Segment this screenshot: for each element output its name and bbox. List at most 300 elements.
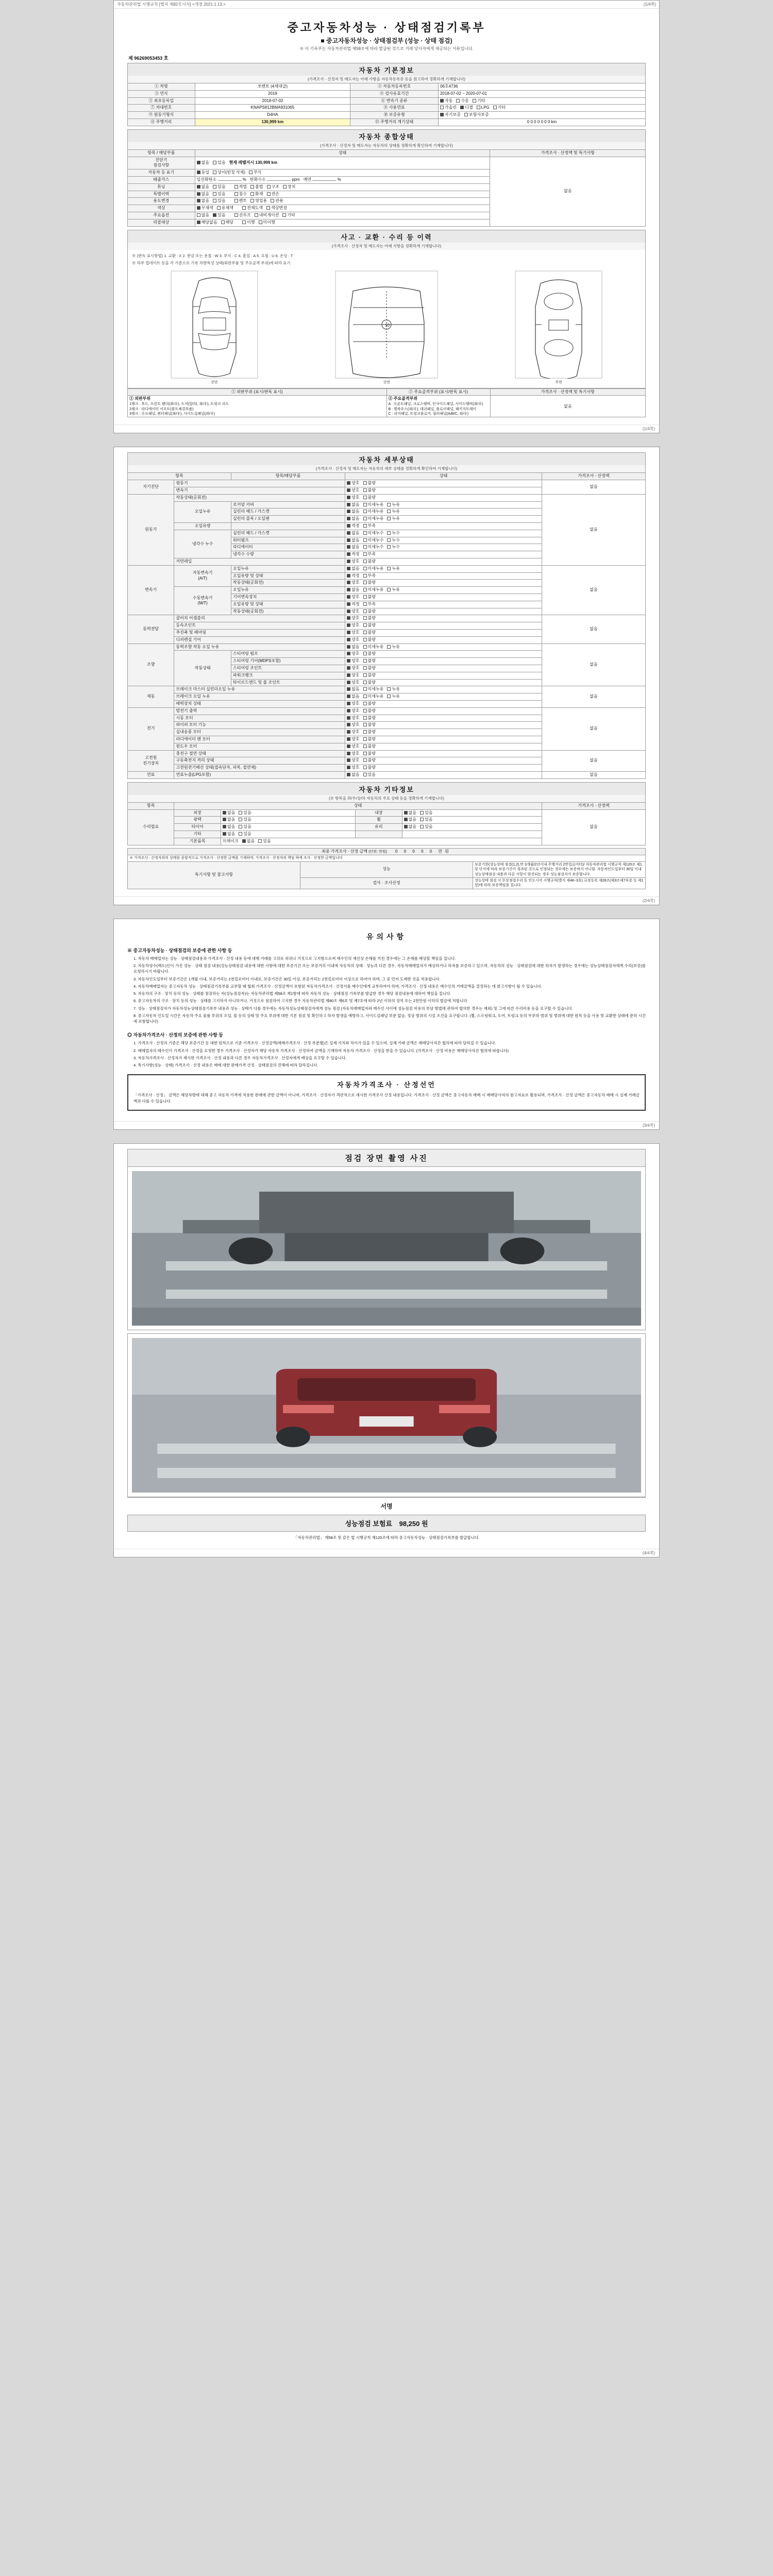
checkbox-unchecked[interactable]: [363, 766, 367, 769]
etc-r-0-option[interactable]: 없음: [404, 810, 416, 816]
checkbox-checked[interactable]: [347, 574, 350, 578]
overall-suboption[interactable]: 선루프: [234, 213, 251, 218]
checkbox-unchecked[interactable]: [363, 602, 367, 606]
detail-1-1-option[interactable]: 누유: [387, 502, 399, 508]
detail-1-4-option[interactable]: 부족: [363, 523, 376, 529]
checkbox-unchecked[interactable]: [493, 106, 497, 109]
checkbox-unchecked[interactable]: [217, 206, 221, 210]
checkbox-unchecked[interactable]: [234, 213, 238, 217]
checkbox-unchecked[interactable]: [363, 538, 367, 542]
detail-7-1-option[interactable]: 불량: [363, 758, 376, 764]
detail-3-3-option[interactable]: 양호: [347, 637, 359, 643]
etc-l-0-option[interactable]: 없음: [223, 810, 235, 816]
checkbox-unchecked[interactable]: [363, 652, 367, 655]
overall-8-option[interactable]: 해당: [221, 220, 233, 226]
checkbox-unchecked[interactable]: [363, 488, 367, 492]
checkbox-checked[interactable]: [197, 161, 200, 164]
detail-5-0-option[interactable]: 없음: [347, 687, 359, 692]
checkbox-checked[interactable]: [347, 737, 350, 741]
checkbox-unchecked[interactable]: [420, 818, 424, 821]
checkbox-checked[interactable]: [347, 687, 350, 691]
detail-4-3-option[interactable]: 불량: [363, 666, 376, 671]
checkbox-unchecked[interactable]: [363, 702, 367, 705]
overall-5-option[interactable]: 있음: [213, 198, 225, 204]
etc-r-1-option[interactable]: 없음: [404, 817, 416, 823]
overall-suboption[interactable]: 기타: [282, 213, 295, 218]
checkbox-checked[interactable]: [347, 752, 350, 755]
checkbox-checked[interactable]: [223, 832, 226, 836]
checkbox-checked[interactable]: [347, 773, 350, 776]
detail-2-3-option[interactable]: 없음: [347, 587, 359, 593]
detail-4-3-option[interactable]: 양호: [347, 666, 359, 671]
checkbox-unchecked[interactable]: [387, 531, 391, 535]
checkbox-unchecked[interactable]: [234, 199, 238, 202]
checkbox-unchecked[interactable]: [363, 581, 367, 584]
checkbox-unchecked[interactable]: [363, 752, 367, 755]
etc-l-2-option[interactable]: 있음: [239, 824, 251, 830]
checkbox-checked[interactable]: [347, 730, 350, 734]
detail-3-3-option[interactable]: 불량: [363, 637, 376, 643]
detail-2-6-option[interactable]: 양호: [347, 609, 359, 615]
checkbox-unchecked[interactable]: [271, 199, 274, 202]
detail-7-1-option[interactable]: 양호: [347, 758, 359, 764]
detail-4-1-option[interactable]: 불량: [363, 651, 376, 657]
overall-suboption[interactable]: 불법: [250, 184, 263, 190]
overall-6-option[interactable]: 유채색: [217, 206, 233, 211]
checkbox-unchecked[interactable]: [420, 825, 424, 828]
basic-3-option[interactable]: 가솔린: [440, 105, 457, 111]
detail-1-2-option[interactable]: 누유: [387, 509, 399, 515]
checkbox-checked[interactable]: [347, 524, 350, 528]
detail-6-2-option[interactable]: 양호: [347, 722, 359, 728]
checkbox-checked[interactable]: [347, 595, 350, 599]
overall-suboption[interactable]: 화재: [250, 192, 263, 197]
checkbox-unchecked[interactable]: [255, 213, 258, 217]
overall-suboption[interactable]: 영업용: [250, 198, 267, 204]
checkbox-checked[interactable]: [347, 609, 350, 613]
checkbox-checked[interactable]: [347, 623, 350, 627]
detail-2-0-option[interactable]: 없음: [347, 566, 359, 572]
checkbox-unchecked[interactable]: [213, 171, 216, 174]
checkbox-unchecked[interactable]: [363, 524, 367, 528]
detail-3-2-option[interactable]: 불량: [363, 630, 376, 636]
detail-5-1-option[interactable]: 미세누유: [363, 694, 384, 700]
detail-3-2-option[interactable]: 양호: [347, 630, 359, 636]
detail-7-2-option[interactable]: 양호: [347, 765, 359, 771]
overall-suboption[interactable]: 렌트: [234, 198, 247, 204]
checkbox-unchecked[interactable]: [363, 666, 367, 670]
checkbox-checked[interactable]: [197, 185, 200, 189]
checkbox-unchecked[interactable]: [363, 545, 367, 549]
detail-4-2-option[interactable]: 불량: [363, 658, 376, 664]
detail-4-0-option[interactable]: 미세누유: [363, 645, 384, 650]
overall-suboption[interactable]: 미이행: [259, 220, 275, 226]
checkbox-checked[interactable]: [347, 552, 350, 556]
emission-value[interactable]: [267, 180, 291, 181]
detail-1-7-option[interactable]: 미세누수: [363, 545, 384, 550]
detail-1-1-option[interactable]: 미세누유: [363, 502, 384, 508]
checkbox-unchecked[interactable]: [234, 192, 238, 196]
detail-5-1-option[interactable]: 누유: [387, 694, 399, 700]
checkbox-checked[interactable]: [347, 545, 350, 549]
checkbox-checked[interactable]: [347, 673, 350, 677]
checkbox-checked[interactable]: [347, 716, 350, 720]
detail-1-5-option[interactable]: 미세누수: [363, 531, 384, 536]
overall-1-option[interactable]: 상이(펀칭 삭제): [213, 170, 245, 176]
detail-4-4-option[interactable]: 양호: [347, 673, 359, 679]
checkbox-unchecked[interactable]: [258, 839, 262, 843]
checkbox-checked[interactable]: [347, 602, 350, 606]
etc-l-2-option[interactable]: 없음: [223, 824, 235, 830]
checkbox-unchecked[interactable]: [213, 185, 216, 189]
checkbox-unchecked[interactable]: [363, 510, 367, 513]
overall-suboption[interactable]: 색상변경: [266, 206, 287, 211]
overall-6-option[interactable]: 무채색: [197, 206, 213, 211]
etc-basic-option[interactable]: 없음: [242, 839, 255, 844]
checkbox-unchecked[interactable]: [387, 687, 391, 691]
checkbox-unchecked[interactable]: [363, 481, 367, 485]
checkbox-unchecked[interactable]: [213, 161, 216, 164]
checkbox-unchecked[interactable]: [363, 773, 367, 776]
checkbox-unchecked[interactable]: [473, 99, 476, 103]
detail-6-3-option[interactable]: 양호: [347, 730, 359, 735]
overall-suboption[interactable]: 침수: [234, 192, 247, 197]
checkbox-checked[interactable]: [197, 221, 200, 224]
detail-6-4-option[interactable]: 불량: [363, 737, 376, 742]
detail-6-1-option[interactable]: 불량: [363, 716, 376, 721]
detail-4-0-option[interactable]: 누유: [387, 645, 399, 650]
etc-r-1-option[interactable]: 있음: [420, 817, 432, 823]
detail-4-0-option[interactable]: 없음: [347, 645, 359, 650]
checkbox-checked[interactable]: [347, 567, 350, 570]
checkbox-unchecked[interactable]: [363, 503, 367, 506]
detail-3-0-option[interactable]: 불량: [363, 616, 376, 621]
checkbox-unchecked[interactable]: [266, 206, 270, 210]
checkbox-checked[interactable]: [404, 811, 408, 815]
checkbox-unchecked[interactable]: [363, 709, 367, 713]
checkbox-unchecked[interactable]: [282, 213, 286, 217]
checkbox-unchecked[interactable]: [283, 185, 287, 189]
detail-1-2-option[interactable]: 미세누유: [363, 509, 384, 515]
detail-1-0-option[interactable]: 불량: [363, 495, 376, 501]
overall-suboption[interactable]: 내비게이션: [255, 213, 279, 218]
overall-suboption[interactable]: 구조: [267, 184, 279, 190]
checkbox-unchecked[interactable]: [363, 560, 367, 563]
detail-7-0-option[interactable]: 양호: [347, 751, 359, 757]
overall-suboption[interactable]: 장치: [283, 184, 295, 190]
checkbox-checked[interactable]: [440, 113, 444, 116]
detail-6-0-option[interactable]: 불량: [363, 708, 376, 714]
etc-basic-option[interactable]: 있음: [258, 839, 271, 844]
overall-suboption[interactable]: 전체도색: [242, 206, 263, 211]
basic-4-option[interactable]: 자기보증: [440, 112, 461, 118]
checkbox-unchecked[interactable]: [250, 185, 254, 189]
checkbox-unchecked[interactable]: [234, 185, 238, 189]
overall-suboption[interactable]: 적법: [234, 184, 247, 190]
detail-1-0-option[interactable]: 양호: [347, 495, 359, 501]
checkbox-unchecked[interactable]: [363, 638, 367, 641]
detail-1-5-option[interactable]: 없음: [347, 531, 359, 536]
checkbox-checked[interactable]: [347, 694, 350, 698]
checkbox-checked[interactable]: [347, 503, 350, 506]
checkbox-checked[interactable]: [197, 192, 200, 196]
checkbox-unchecked[interactable]: [387, 538, 391, 542]
emission-value[interactable]: [312, 180, 336, 181]
checkbox-unchecked[interactable]: [477, 106, 480, 109]
etc-l-1-option[interactable]: 있음: [239, 817, 251, 823]
checkbox-checked[interactable]: [197, 206, 200, 210]
checkbox-unchecked[interactable]: [387, 517, 391, 520]
overall-8-option[interactable]: 해당없음: [197, 220, 217, 226]
detail-4-5-option[interactable]: 양호: [347, 680, 359, 686]
checkbox-checked[interactable]: [347, 766, 350, 769]
checkbox-checked[interactable]: [223, 825, 226, 828]
detail-1-5-option[interactable]: 누수: [387, 531, 399, 536]
overall-suboption[interactable]: 관용: [271, 198, 283, 204]
checkbox-checked[interactable]: [404, 818, 408, 821]
detail-4-2-option[interactable]: 양호: [347, 658, 359, 664]
checkbox-checked[interactable]: [347, 517, 350, 520]
overall-4-option[interactable]: 있음: [213, 192, 225, 197]
checkbox-checked[interactable]: [347, 510, 350, 513]
checkbox-checked[interactable]: [440, 99, 444, 103]
basic-2-option[interactable]: 기타: [473, 98, 485, 104]
emission-value[interactable]: [218, 180, 242, 181]
checkbox-unchecked[interactable]: [387, 503, 391, 506]
checkbox-unchecked[interactable]: [387, 545, 391, 549]
detail-4-4-option[interactable]: 불량: [363, 673, 376, 679]
detail-4-5-option[interactable]: 불량: [363, 680, 376, 686]
checkbox-checked[interactable]: [347, 638, 350, 641]
checkbox-checked[interactable]: [347, 723, 350, 726]
detail-3-1-option[interactable]: 불량: [363, 623, 376, 629]
checkbox-checked[interactable]: [347, 758, 350, 762]
detail-6-4-option[interactable]: 양호: [347, 737, 359, 742]
detail-1-8-option[interactable]: 부족: [363, 552, 376, 557]
basic-3-option[interactable]: LPG: [477, 105, 490, 111]
checkbox-checked[interactable]: [347, 496, 350, 499]
detail-6-0-option[interactable]: 양호: [347, 708, 359, 714]
checkbox-unchecked[interactable]: [197, 213, 200, 217]
detail-2-2-option[interactable]: 양호: [347, 580, 359, 586]
overall-suboption[interactable]: 전손: [267, 192, 279, 197]
checkbox-unchecked[interactable]: [363, 595, 367, 599]
checkbox-checked[interactable]: [347, 560, 350, 563]
checkbox-unchecked[interactable]: [239, 811, 242, 815]
detail-1-3-option[interactable]: 누유: [387, 516, 399, 522]
checkbox-unchecked[interactable]: [363, 737, 367, 741]
checkbox-checked[interactable]: [347, 659, 350, 663]
checkbox-unchecked[interactable]: [363, 574, 367, 578]
checkbox-unchecked[interactable]: [363, 616, 367, 620]
checkbox-unchecked[interactable]: [363, 645, 367, 649]
checkbox-checked[interactable]: [347, 681, 350, 684]
checkbox-checked[interactable]: [197, 199, 200, 202]
detail-5-0-option[interactable]: 누유: [387, 687, 399, 692]
detail-0-0-option[interactable]: 불량: [363, 481, 376, 486]
detail-1-9-option[interactable]: 불량: [363, 559, 376, 565]
checkbox-unchecked[interactable]: [363, 588, 367, 591]
checkbox-unchecked[interactable]: [363, 716, 367, 720]
checkbox-unchecked[interactable]: [267, 192, 271, 196]
detail-5-2-option[interactable]: 불량: [363, 701, 376, 707]
checkbox-unchecked[interactable]: [464, 113, 468, 116]
checkbox-unchecked[interactable]: [363, 744, 367, 748]
checkbox-unchecked[interactable]: [420, 811, 424, 815]
checkbox-checked[interactable]: [347, 631, 350, 634]
checkbox-unchecked[interactable]: [363, 758, 367, 762]
overall-suboption[interactable]: 이행: [242, 220, 255, 226]
overall-7-option[interactable]: 없음: [197, 213, 209, 218]
detail-1-6-option[interactable]: 누수: [387, 538, 399, 544]
checkbox-unchecked[interactable]: [249, 171, 253, 174]
detail-6-2-option[interactable]: 불량: [363, 722, 376, 728]
checkbox-unchecked[interactable]: [363, 694, 367, 698]
basic-4-option[interactable]: 보험사보증: [464, 112, 489, 118]
checkbox-unchecked[interactable]: [250, 199, 254, 202]
basic-3-option[interactable]: 기타: [493, 105, 506, 111]
checkbox-checked[interactable]: [347, 666, 350, 670]
detail-5-0-option[interactable]: 미세누유: [363, 687, 384, 692]
checkbox-unchecked[interactable]: [363, 687, 367, 691]
detail-1-6-option[interactable]: 미세누수: [363, 538, 384, 544]
overall-1-option[interactable]: 동일: [197, 170, 209, 176]
checkbox-unchecked[interactable]: [387, 588, 391, 591]
checkbox-checked[interactable]: [223, 811, 226, 815]
detail-1-7-option[interactable]: 누수: [387, 545, 399, 550]
checkbox-unchecked[interactable]: [250, 192, 254, 196]
detail-2-0-option[interactable]: 누유: [387, 566, 399, 572]
etc-l-3-option[interactable]: 없음: [223, 832, 235, 837]
detail-2-4-option[interactable]: 양호: [347, 595, 359, 600]
checkbox-unchecked[interactable]: [363, 681, 367, 684]
detail-7-2-option[interactable]: 불량: [363, 765, 376, 771]
detail-1-2-option[interactable]: 없음: [347, 509, 359, 515]
detail-5-1-option[interactable]: 없음: [347, 694, 359, 700]
checkbox-checked[interactable]: [347, 645, 350, 649]
checkbox-unchecked[interactable]: [363, 517, 367, 520]
checkbox-checked[interactable]: [347, 616, 350, 620]
checkbox-unchecked[interactable]: [213, 192, 216, 196]
detail-1-9-option[interactable]: 양호: [347, 559, 359, 565]
overall-3-option[interactable]: 있음: [213, 184, 225, 190]
detail-1-7-option[interactable]: 없음: [347, 545, 359, 550]
overall-4-option[interactable]: 없음: [197, 192, 209, 197]
overall-3-option[interactable]: 없음: [197, 184, 209, 190]
etc-r-0-option[interactable]: 있음: [420, 810, 432, 816]
checkbox-unchecked[interactable]: [440, 106, 444, 109]
detail-4-1-option[interactable]: 양호: [347, 651, 359, 657]
checkbox-unchecked[interactable]: [239, 832, 242, 836]
checkbox-unchecked[interactable]: [259, 221, 262, 224]
detail-1-1-option[interactable]: 없음: [347, 502, 359, 508]
overall-7-option[interactable]: 있음: [213, 213, 225, 218]
detail-2-2-option[interactable]: 불량: [363, 580, 376, 586]
checkbox-unchecked[interactable]: [239, 818, 242, 821]
detail-1-6-option[interactable]: 없음: [347, 538, 359, 544]
detail-3-1-option[interactable]: 양호: [347, 623, 359, 629]
checkbox-unchecked[interactable]: [387, 645, 391, 649]
checkbox-checked[interactable]: [404, 825, 408, 828]
detail-7-0-option[interactable]: 불량: [363, 751, 376, 757]
checkbox-checked[interactable]: [347, 481, 350, 485]
checkbox-unchecked[interactable]: [363, 730, 367, 734]
detail-2-6-option[interactable]: 불량: [363, 609, 376, 615]
detail-1-3-option[interactable]: 미세누유: [363, 516, 384, 522]
detail-6-1-option[interactable]: 양호: [347, 716, 359, 721]
detail-2-5-option[interactable]: 적정: [347, 602, 359, 607]
detail-2-5-option[interactable]: 부족: [363, 602, 376, 607]
basic-3-option[interactable]: 디젤: [460, 105, 473, 111]
detail-6-5-option[interactable]: 양호: [347, 744, 359, 750]
checkbox-unchecked[interactable]: [456, 99, 460, 103]
checkbox-unchecked[interactable]: [387, 567, 391, 570]
checkbox-unchecked[interactable]: [242, 206, 246, 210]
checkbox-unchecked[interactable]: [363, 531, 367, 535]
detail-0-0-option[interactable]: 양호: [347, 481, 359, 486]
detail-8-0-option[interactable]: 있음: [363, 772, 376, 778]
detail-5-2-option[interactable]: 양호: [347, 701, 359, 707]
etc-l-1-option[interactable]: 없음: [223, 817, 235, 823]
basic-2-option[interactable]: 자동: [440, 98, 452, 104]
overall-0-option[interactable]: 없음: [197, 160, 209, 166]
checkbox-unchecked[interactable]: [363, 567, 367, 570]
checkbox-checked[interactable]: [347, 709, 350, 713]
checkbox-unchecked[interactable]: [239, 825, 242, 828]
detail-2-0-option[interactable]: 미세누유: [363, 566, 384, 572]
etc-l-3-option[interactable]: 있음: [239, 832, 251, 837]
detail-6-3-option[interactable]: 불량: [363, 730, 376, 735]
checkbox-checked[interactable]: [347, 588, 350, 591]
checkbox-unchecked[interactable]: [267, 185, 271, 189]
checkbox-unchecked[interactable]: [387, 510, 391, 513]
checkbox-unchecked[interactable]: [363, 631, 367, 634]
checkbox-unchecked[interactable]: [242, 221, 246, 224]
detail-1-8-option[interactable]: 적정: [347, 552, 359, 557]
checkbox-unchecked[interactable]: [387, 694, 391, 698]
checkbox-checked[interactable]: [347, 652, 350, 655]
checkbox-checked[interactable]: [460, 106, 464, 109]
etc-r-2-option[interactable]: 없음: [404, 824, 416, 830]
checkbox-unchecked[interactable]: [363, 609, 367, 613]
overall-1-option[interactable]: 부식: [249, 170, 261, 176]
detail-2-4-option[interactable]: 불량: [363, 595, 376, 600]
basic-2-option[interactable]: 수동: [456, 98, 468, 104]
checkbox-checked[interactable]: [347, 538, 350, 542]
checkbox-checked[interactable]: [347, 581, 350, 584]
etc-l-0-option[interactable]: 있음: [239, 810, 251, 816]
detail-0-1-option[interactable]: 양호: [347, 488, 359, 494]
overall-5-option[interactable]: 없음: [197, 198, 209, 204]
detail-2-3-option[interactable]: 누유: [387, 587, 399, 593]
etc-r-2-option[interactable]: 있음: [420, 824, 432, 830]
checkbox-checked[interactable]: [347, 744, 350, 748]
checkbox-unchecked[interactable]: [363, 723, 367, 726]
detail-2-1-option[interactable]: 부족: [363, 573, 376, 579]
checkbox-checked[interactable]: [347, 488, 350, 492]
detail-0-1-option[interactable]: 불량: [363, 488, 376, 494]
checkbox-unchecked[interactable]: [363, 496, 367, 499]
overall-0-option[interactable]: 있음: [213, 160, 225, 166]
checkbox-checked[interactable]: [347, 702, 350, 705]
detail-8-0-option[interactable]: 없음: [347, 772, 359, 778]
checkbox-unchecked[interactable]: [363, 659, 367, 663]
checkbox-unchecked[interactable]: [363, 552, 367, 556]
detail-6-5-option[interactable]: 불량: [363, 744, 376, 750]
checkbox-unchecked[interactable]: [363, 673, 367, 677]
checkbox-unchecked[interactable]: [221, 221, 225, 224]
detail-2-3-option[interactable]: 미세누유: [363, 587, 384, 593]
